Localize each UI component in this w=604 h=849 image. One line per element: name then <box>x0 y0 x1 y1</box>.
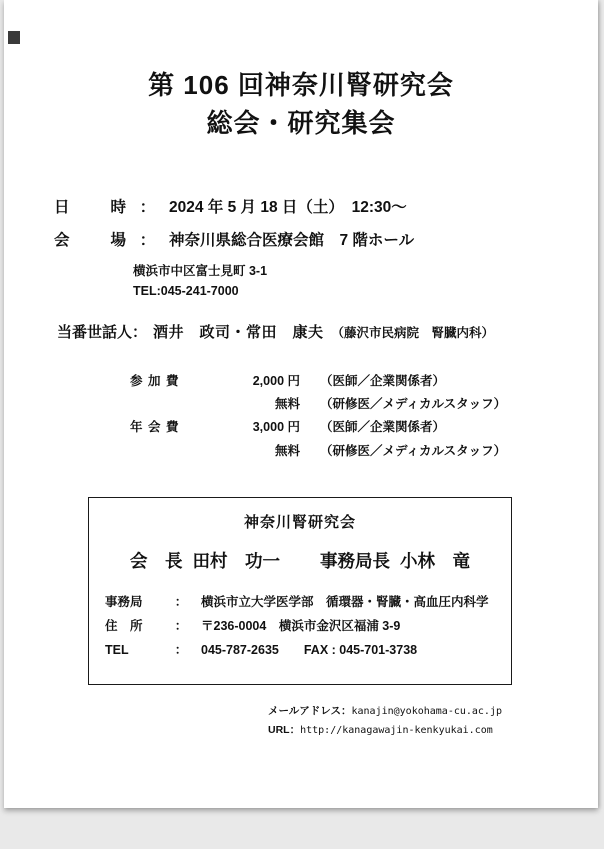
datetime-label-char1: 日 <box>54 199 70 216</box>
fee-amount: 無料 <box>274 444 300 458</box>
email-value: kanajin@yokohama-cu.ac.jp <box>351 706 502 717</box>
fee-amount: 3,000 円 <box>252 420 300 434</box>
corner-marker <box>8 31 20 44</box>
tel-fax-row <box>105 640 417 658</box>
tel-colon: ： <box>174 643 188 657</box>
datetime-label <box>54 195 126 217</box>
document-page <box>4 0 598 808</box>
organizer-names: 酒井 政司・常田 康夫 <box>153 324 324 341</box>
datetime-row <box>54 195 407 217</box>
venue-label <box>54 228 126 250</box>
president-name: 田村 功一 <box>192 551 280 571</box>
organizer-row <box>57 321 494 342</box>
address-colon: ： <box>174 619 188 633</box>
url-value: http://kanagawajin-kenkyukai.com <box>300 725 493 736</box>
fee-row-annual-free <box>4 441 598 464</box>
society-name: 神奈川腎研究会 <box>243 514 356 531</box>
venue-colon: ： <box>139 232 156 249</box>
venue-label-char1: 会 <box>54 232 70 249</box>
fee-note: （医師／企業関係者） <box>320 420 446 434</box>
tel-label: TEL <box>105 643 129 657</box>
url-row <box>268 721 502 740</box>
address-value: 〒236-0004 横浜市金沢区福浦 3-9 <box>201 619 401 633</box>
url-label: URL： <box>268 724 301 736</box>
fee-label: 参 加 費 <box>130 374 180 388</box>
office-label: 事務局 <box>105 595 143 609</box>
president <box>130 548 280 573</box>
fee-row-annual <box>4 417 598 440</box>
contact-footer <box>268 702 502 740</box>
title-line-1: 第 106 回神奈川腎研究会 <box>148 70 454 100</box>
office-colon: ： <box>174 595 188 609</box>
fee-label: 年 会 費 <box>130 420 180 434</box>
email-row <box>268 702 502 721</box>
fee-row-participation <box>4 371 598 394</box>
office-value: 横浜市立大学医学部 循環器・腎臓・高血圧内科学 <box>201 595 489 609</box>
datetime-colon: ： <box>139 199 156 216</box>
tel-fax-value: 045-787-2635 FAX : 045-701-3738 <box>201 643 418 657</box>
office-row <box>105 592 489 610</box>
organizer-affiliation: （藤沢市民病院 腎臓内科） <box>331 326 495 340</box>
fee-note: （医師／企業関係者） <box>320 374 446 388</box>
address-label: 住 所 <box>105 619 143 633</box>
venue-value: 神奈川県総合医療会館 7 階ホール <box>169 232 415 249</box>
secretary-general <box>320 548 470 573</box>
society-info-box <box>88 497 512 685</box>
secretary-label: 事務局長 <box>320 551 390 571</box>
title-line-2: 総会・研究集会 <box>206 108 396 138</box>
fee-note: （研修医／メディカルスタッフ） <box>320 444 507 458</box>
venue-row <box>54 228 414 250</box>
society-leaders <box>89 548 511 573</box>
fee-amount: 無料 <box>274 397 300 411</box>
address-row <box>105 616 400 634</box>
datetime-value: 2024 年 5 月 18 日（土） 12:30～ <box>169 199 407 216</box>
venue-tel: TEL:045-241-7000 <box>133 284 239 298</box>
secretary-name: 小林 竜 <box>400 551 470 571</box>
fee-note: （研修医／メディカルスタッフ） <box>320 397 507 411</box>
email-label: メールアドレス： <box>268 705 352 717</box>
venue-address: 横浜市中区富士見町 3-1 <box>133 264 268 278</box>
document-title <box>4 66 598 142</box>
datetime-label-char2: 時 <box>110 199 126 216</box>
organizer-label: 当番世話人： <box>57 324 148 341</box>
venue-label-char2: 場 <box>110 232 126 249</box>
president-label: 会 長 <box>130 551 183 571</box>
fee-row-participation-free <box>4 394 598 417</box>
fee-amount: 2,000 円 <box>252 374 300 388</box>
